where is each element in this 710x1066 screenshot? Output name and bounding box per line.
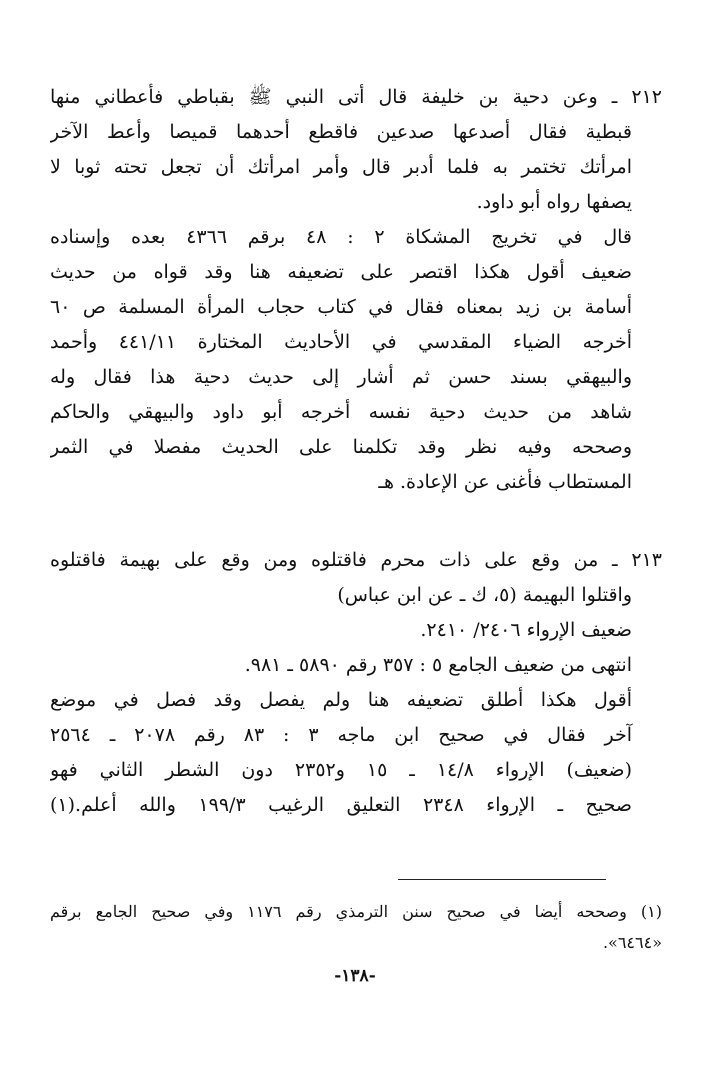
text-line: آخر فقال في صحيح ابن ماجه ٣ : ٨٣ رقم ٢٠٧٨ ـ ٢٥٦٤ <box>50 724 633 746</box>
text-line: أخرجه الضياء المقدسي في الأحاديث المختارة ٤٤١/١١ وأحمد <box>50 331 633 353</box>
text-line: انتهى من ضعيف الجامع ٥ : ٣٥٧ رقم ٥٨٩٠ ـ ٩٨١. <box>244 654 632 676</box>
text-line: ٢١٢ ـ وعن دحية بن خليفة قال أتى النبي ﷺ بقباطي فأعطاني منها <box>50 86 662 108</box>
text-line: (ضعيف) الإرواء ١٤/٨ ـ ١٥ و٢٣٥٢ دون الشطر الثاني فهو <box>50 759 632 781</box>
footnote-divider <box>398 879 606 880</box>
footnote-line: «٦٤٦٤». <box>602 933 662 952</box>
text-line: ضعيف الإرواء ٢٤٠٦/ ٢٤١٠. <box>420 619 632 641</box>
text-line: واقتلوا البهيمة (٥، ك ـ عن ابن عباس) <box>337 584 632 606</box>
hadith-entry-212 <box>50 80 662 500</box>
text-line: يصفها رواه أبو داود. <box>476 191 632 213</box>
page-number: -١٣٨- <box>334 966 376 986</box>
text-line: قال في تخريج المشكاة ٢ : ٤٨ برقم ٤٣٦٦ بعده وإسناده <box>50 226 632 248</box>
text-line: والبيهقي بسند حسن ثم أشار إلى حديث دحية هذا فقال وله <box>50 366 632 388</box>
text-line: امرأتك تختمر به فلما أدبر قال وأمر امرأتك أن تجعل تحته ثوبا لا <box>50 156 632 178</box>
text-line: المستطاب فأغنى عن الإعادة. هـ <box>378 471 632 493</box>
footnotes <box>50 896 662 958</box>
text-line: ضعيف أقول هكذا اقتصر على تضعيفه هنا وقد قواه من حديث <box>50 261 632 283</box>
text-line: ٢١٣ ـ من وقع على ذات محرم فاقتلوه ومن وقع على بهيمة فاقتلوه <box>50 549 662 571</box>
text-line: أسامة بن زيد بمعناه فقال في كتاب حجاب المرأة المسلمة ص ٦٠ <box>50 296 632 318</box>
text-line: أقول هكذا أطلق تضعيفه هنا ولم يفصل وقد فصل في موضع <box>50 689 632 711</box>
text-line: صحيح ـ الإرواء ٢٣٤٨ التعليق الرغيب ١٩٩/٣ والله أعلم.(١) <box>50 794 632 816</box>
hadith-entry-213 <box>50 543 662 823</box>
footnote-line: (١) وصححه أيضا في صحيح سنن الترمذي رقم ١١٧٦ وفي صحيح الجامع برقم <box>50 902 662 921</box>
text-line: وصححه وفيه نظر وقد تكلمنا على الحديث مفصلا في الثمر <box>50 436 632 458</box>
text-line: شاهد من حديث دحية نفسه أخرجه أبو داود والبيهقي والحاكم <box>50 401 632 423</box>
text-line: قبطية فقال أصدعها صدعين فاقطع أحدهما قميصا وأعط الآخر <box>50 121 632 143</box>
